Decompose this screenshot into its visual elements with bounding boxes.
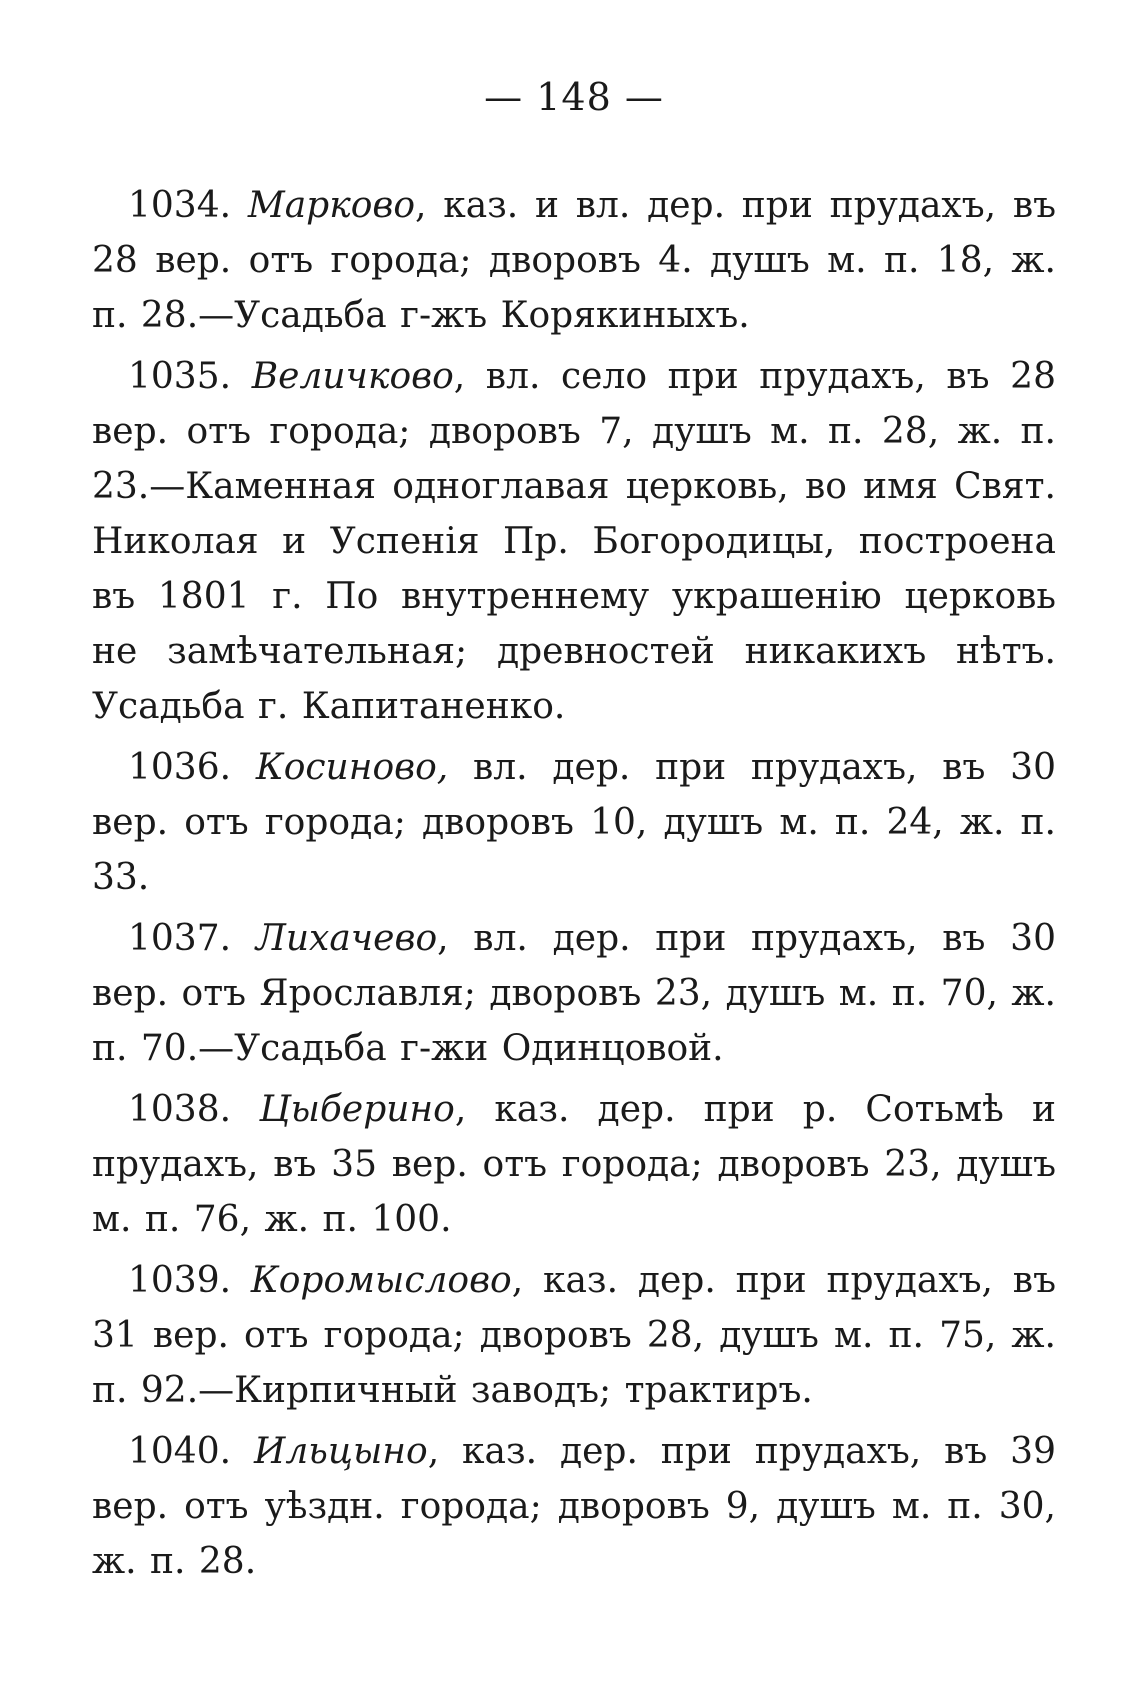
entry-number: 1038. [128, 1089, 232, 1130]
page-number: — 148 — [484, 75, 664, 119]
entry-number: 1034. [128, 185, 232, 226]
entry-text: , каз. дер. при прудахъ, въ 39 вер. отъ уѣздн. города; дворовъ 9, душъ м. п. 30, ж. п. 28. [92, 1431, 1056, 1582]
entry-name: Цыберино [259, 1089, 455, 1130]
entry-text: , вл. дер. при прудахъ, въ 30 вер. отъ Ярославля; дворовъ 23, душъ м. п. 70, ж. п. 70.—Усадьба г-жи Одинцовой. [92, 918, 1056, 1069]
entry-number: 1040. [128, 1431, 232, 1472]
entry-1038 [92, 1082, 1056, 1247]
entry-text: , каз. дер. при р. Сотьмѣ и прудахъ, въ 35 вер. отъ города; дворовъ 23, душъ м. п. 76, ж. п. 100. [92, 1089, 1056, 1240]
entry-1035 [92, 349, 1056, 734]
entry-1036 [92, 740, 1056, 905]
entry-1034 [92, 178, 1056, 343]
page [92, 0, 1056, 1595]
entry-name: Величково [251, 356, 454, 397]
entry-text: , каз. дер. при прудахъ, въ 31 вер. отъ города; дворовъ 28, душъ м. п. 75, ж. п. 92.—Кирпичный заводъ; трактиръ. [92, 1260, 1056, 1411]
entry-name: Марково [247, 185, 415, 226]
entry-number: 1035. [128, 356, 232, 397]
entry-name: Лихачево [255, 918, 438, 959]
entry-name: Ильцыно [253, 1431, 428, 1472]
entry-number: 1039. [128, 1260, 232, 1301]
entry-1040 [92, 1424, 1056, 1589]
entry-name: Косиново, [255, 747, 449, 788]
entry-text: , каз. и вл. дер. при прудахъ, въ 28 вер. отъ города; дворовъ 4. душъ м. п. 18, ж. п. 28.—Усадьба г-жъ Корякиныхъ. [92, 185, 1056, 336]
entry-number: 1036. [128, 747, 232, 788]
entry-name: Коромыслово [250, 1260, 512, 1301]
entry-text: , вл. село при прудахъ, въ 28 вер. отъ города; дворовъ 7, душъ м. п. 28, ж. п. 23.—Каменная одноглавая церковь, во имя Свят. Николая и Успенія Пр. Богородицы, построена въ 1801 г. По внутреннему украшенію церковь не замѣчательная; древностей никакихъ нѣтъ. Усадьба г. Капитаненко. [92, 356, 1056, 727]
entry-number: 1037. [128, 918, 232, 959]
entry-text: вл. дер. при прудахъ, въ 30 вер. отъ города; дворовъ 10, душъ м. п. 24, ж. п. 33. [92, 747, 1056, 898]
entry-1039 [92, 1253, 1056, 1418]
entry-1037 [92, 911, 1056, 1076]
